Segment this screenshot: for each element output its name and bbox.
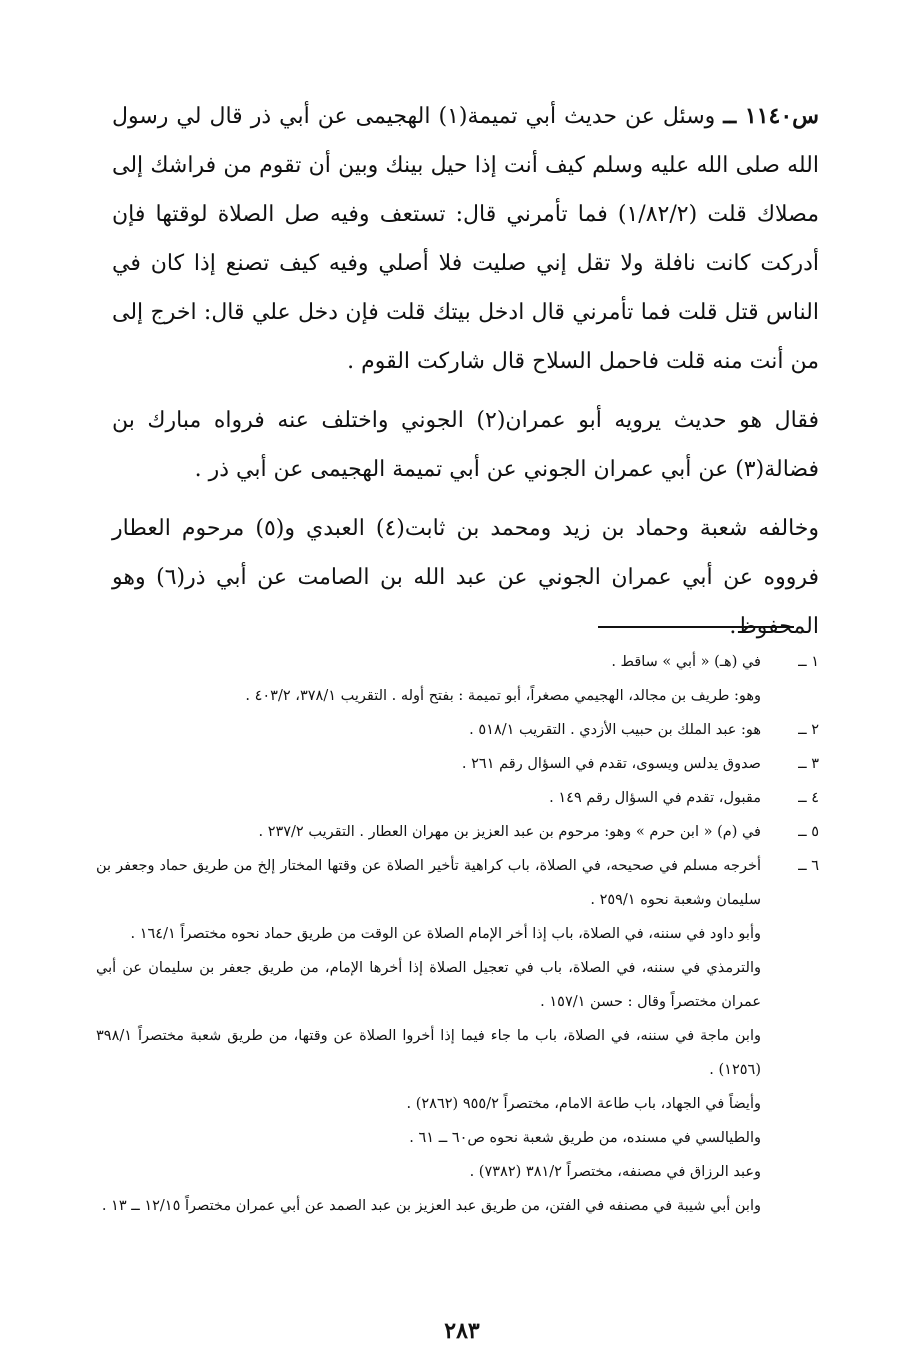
footnote-number: ٥ ــ <box>798 824 819 840</box>
footnote-continuation: وأيضاً في الجهاد، باب طاعة الامام، مختصراً ٩٥٥/٢ (٢٨٦٢) . <box>406 1096 761 1112</box>
footnote-text: في (هـ) « أبي » ساقط . <box>611 654 761 670</box>
footnote-continuation: وهو: طريف بن مجالد، الهجيمي مصغراً، أبو تميمة : بفتح أوله . التقريب ٣٧٨/١، ٤٠٣/٢ . <box>245 688 761 704</box>
footnote-text: هو: عبد الملك بن حبيب الأزدي . التقريب ٥١٨/١ . <box>469 722 761 738</box>
answer-paragraph-2: وخالفه شعبة وحماد بن زيد ومحمد بن ثابت(٤) العبدي و(٥) مرحوم العطار فرووه عن أبي عمران الجوني عن عبد الله بن الصامت عن أبي ذر(٦) وهو المحفوظ. <box>112 516 819 639</box>
footnote-divider <box>598 626 794 628</box>
footnote-text: في (م) « ابن حرم » وهو: مرحوم بن عبد العزيز بن مهران العطار . التقريب ٢٣٧/٢ . <box>258 824 761 840</box>
footnote-continuation: وابن أبي شيبة في مصنفه في الفتن، من طريق عبد العزيز بن عبد الصمد عن أبي عمران مختصراً ١٢/١٥ ــ ١٣ . <box>101 1198 761 1214</box>
footnote-continuation: وابن ماجة في سننه، في الصلاة، باب ما جاء فيما إذا أخروا الصلاة عن وقتها، من طريق شعبة مختصراً ٣٩٨/١ (١٢٥٦) . <box>96 1028 761 1078</box>
footnotes <box>96 645 819 1223</box>
footnote-text: أخرجه مسلم في صحيحه، في الصلاة، باب كراهية تأخير الصلاة عن وقتها المختار إلخ من طريق حماد وجعفر بن سليمان وشعبة نحوه ٢٥٩/١ . <box>96 858 761 908</box>
footnote-text: صدوق يدلس ويسوى، تقدم في السؤال رقم ٢٦١ . <box>461 756 761 772</box>
footnote <box>96 781 819 815</box>
page-number: ٢٨٣ <box>444 1318 480 1344</box>
footnote <box>96 849 819 917</box>
main-text <box>112 92 819 651</box>
footnote <box>96 645 819 679</box>
footnote-continuation: والطيالسي في مسنده، من طريق شعبة نحوه ص٦٠ ــ ٦١ . <box>409 1130 761 1146</box>
footnote-text: مقبول، تقدم في السؤال رقم ١٤٩ . <box>549 790 761 806</box>
footnote-number: ٣ ــ <box>798 756 819 772</box>
footnote-number: ٤ ــ <box>798 790 819 806</box>
footnote-continuation: وعبد الرزاق في مصنفه، مختصراً ٣٨١/٢ (٧٣٨٢) . <box>469 1164 761 1180</box>
answer-paragraph-1: فقال هو حديث يرويه أبو عمران(٢) الجوني واختلف عنه فرواه مبارك بن فضالة(٣) عن أبي عمران الجوني عن أبي تميمة الهجيمى عن أبي ذر . <box>112 408 819 482</box>
footnote-number: ٢ ــ <box>798 722 819 738</box>
question-text: وسئل عن حديث أبي تميمة(١) الهجيمى عن أبي ذر قال لي رسول الله صلى الله عليه وسلم كيف أنت إذا حيل بينك وبين أن تقوم من فراشك إلى مصلاك قلت (١/٨٢/٢) فما تأمرني قال: تستعف وفيه صل الصلاة لوقتها فإن أدركت كانت نافلة ولا تقل إني صليت فلا أصلي وفيه كيف تصنع إذا كان في الناس قتل قلت فما تأمرني قال ادخل بيتك قلت فإن دخل علي قال: اخرج إلى من أنت منه قلت فاحمل السلاح قال شاركت القوم . <box>112 104 820 374</box>
footnote-number: ١ ــ <box>798 654 819 670</box>
footnote <box>96 815 819 849</box>
footnote-continuation: والترمذي في سننه، في الصلاة، باب في تعجيل الصلاة إذا أخرها الإمام، من طريق جعفر بن سليمان عن أبي عمران مختصراً وقال : حسن ١٥٧/١ . <box>96 960 761 1010</box>
footnote-number: ٦ ــ <box>798 858 819 874</box>
question-paragraph <box>112 92 819 386</box>
footnote-continuation: وأبو داود في سننه، في الصلاة، باب إذا أخر الإمام الصلاة عن الوقت من طريق حماد نحوه مختصراً ١٦٤/١ . <box>130 926 761 942</box>
footnote <box>96 713 819 747</box>
footnote <box>96 747 819 781</box>
question-number: س١١٤٠ ــ <box>723 103 819 129</box>
